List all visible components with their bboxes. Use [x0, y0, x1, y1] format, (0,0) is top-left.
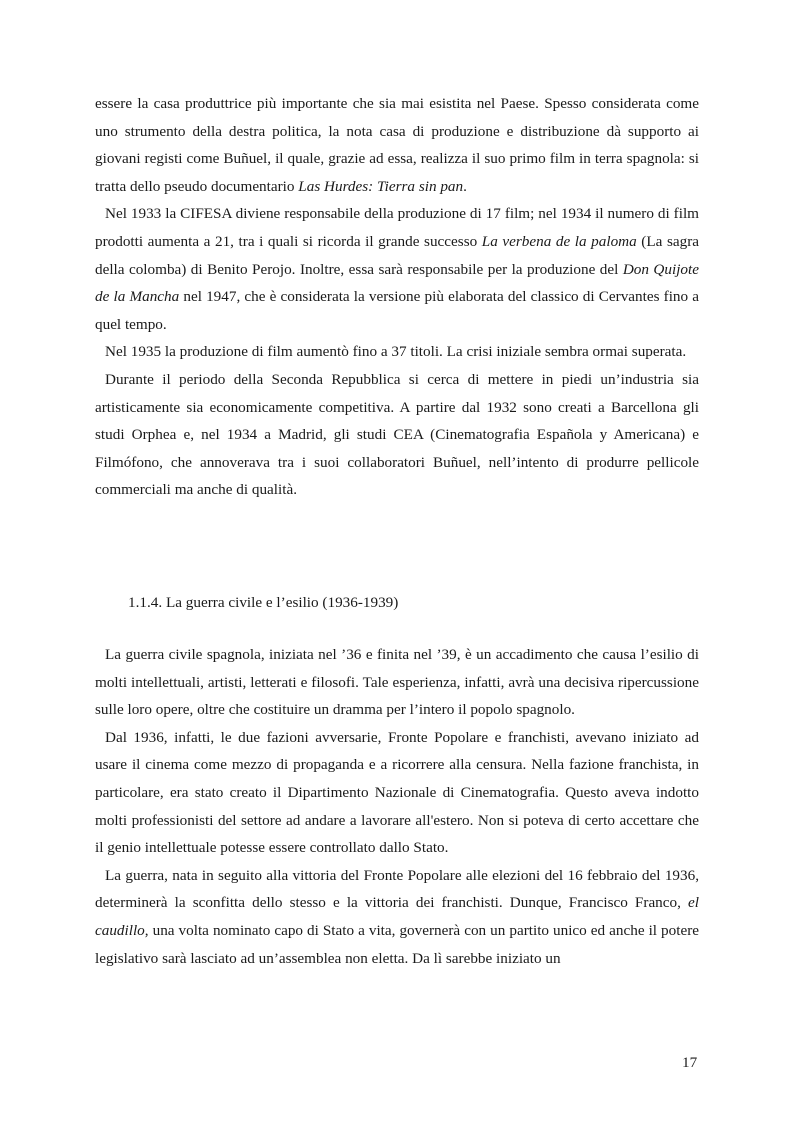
- page-number: 17: [682, 1054, 698, 1071]
- paragraph: Nel 1933 la CIFESA diviene responsabile della produzione di 17 film; nel 1934 il numero di film prodotti aumenta a 21, tra i quali si ricorda il grande successo La verbena de la paloma (La sagra della colomba) di Benito Perojo. Inoltre, essa sarà responsabile per la produzione del Don Quijote de la Mancha nel 1947, che è considerata la versione più elaborata del classico di Cervantes fino a quel tempo.: [95, 205, 699, 333]
- paragraph: La guerra civile spagnola, iniziata nel ’36 e finita nel ’39, è un accadimento che causa l’esilio di molti intellettuali, artisti, letterati e filosofi. Tale esperienza, infatti, avrà una decisiva ripercussione sulle loro opere, oltre che costituire un dramma per l’intero il popolo spagnolo.: [95, 646, 699, 719]
- text-section-civil-war: [95, 641, 699, 972]
- film-title: Las Hurdes: Tierra sin pan: [298, 177, 464, 195]
- film-title: La verbena de la paloma: [481, 232, 637, 250]
- italic-term: el caudillo: [95, 894, 699, 939]
- paragraph: Durante il periodo della Seconda Repubblica si cerca di mettere in piedi un’industria sia artisticamente sia economicamente competitiva. A partire dal 1932 sono creati a Barcellona gli studi Orphea e, nel 1934 a Madrid, gli studi CEA (Cinematografia Española y Americana) e Filmófono, che annoverava tra i suoi collaboratori Buñuel, nell’intento di produrre pellicole commerciali ma anche di qualità.: [95, 370, 699, 499]
- section-heading: 1.1.4. La guerra civile e l’esilio (1936-1939): [128, 594, 399, 611]
- paragraph: Nel 1935 la produzione di film aumentò fino a 37 titoli. La crisi iniziale sembra ormai superata.: [105, 343, 687, 361]
- paragraph: La guerra, nata in seguito alla vittoria del Fronte Popolare alle elezioni del 16 febbraio del 1936, determinerà la sconfitta dello stesso e la vittoria dei franchisti. Dunque, Francisco Franco, el caudillo, una volta nominato capo di Stato a vita, governerà con un partito unico ed anche il potere legislativo sarà lasciato ad un’assemblea non eletta. Da lì sarebbe iniziato un: [95, 866, 699, 967]
- paragraph: essere la casa produttrice più importante che sia mai esistita nel Paese. Spesso considerata come uno strumento della destra politica, la nota casa di produzione e distribuzione dà supporto ai giovani registi come Buñuel, il quale, grazie ad essa, realizza il suo primo film in terra spagnola: si tratta dello pseudo documentario Las Hurdes: Tierra sin pan.: [95, 95, 699, 195]
- film-title: Don Quijote de la Mancha: [95, 260, 699, 306]
- paragraph: Dal 1936, infatti, le due fazioni avversarie, Fronte Popolare e franchisti, avevano iniziato ad usare il cinema come mezzo di propaganda e a ricorrere alla censura. Nella fazione franchista, in particolare, era stato creato il Dipartimento Nazionale di Cinematografia. Questo aveva indotto molti professionisti del settore ad andare a lavorare all'estero. Non si poteva di certo accettare che il genio intellettuale potesse essere controllato dallo Stato.: [95, 728, 699, 857]
- text-section-cifesa: [95, 90, 699, 504]
